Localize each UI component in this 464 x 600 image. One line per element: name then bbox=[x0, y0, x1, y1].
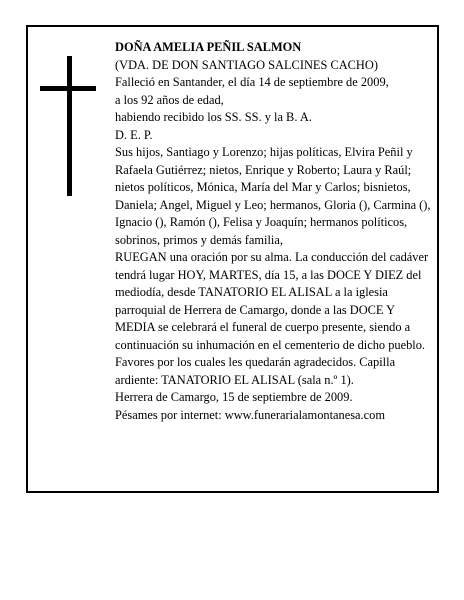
death-line-1: Falleció en Santander, el día 14 de septiembre de 2009, bbox=[115, 75, 389, 89]
place-date-line: Herrera de Camargo, 15 de septiembre de 2009. bbox=[115, 390, 353, 404]
cross-horizontal-bar bbox=[40, 86, 96, 91]
cross-vertical-bar bbox=[67, 56, 72, 196]
cross-icon bbox=[40, 56, 96, 196]
request-paragraph: RUEGAN una oración por su alma. La conducción del cadáver tendrá lugar HOY, MARTES, día 15, a las DOCE Y DIEZ del mediodía, desde TANATORIO EL ALISAL a la iglesia parroquial de Herrera de Camargo, donde a las DOCE Y MEDIA se celebrará el funeral de cuerpo presente, siendo a continuación su inhumación en el cementerio de dicho pueblo. Favores por los cuales les quedarán agradecidos. Capilla ardiente: TANATORIO EL ALISAL (sala n.º 1). bbox=[115, 250, 429, 387]
notice-text bbox=[115, 39, 433, 424]
obituary-notice bbox=[26, 25, 439, 493]
family-paragraph: Sus hijos, Santiago y Lorenzo; hijas políticas, Elvira Peñil y Rafaela Gutiérrez; nietos, Enrique y Roberto; Laura y Raúl; nietos políticos, Mónica, María del Mar y Carlos; bisnietos, Daniela; Angel, Miguel y Leo; hermanos, Gloria (), Carmina (), Ignacio (), Ramón (), Felisa y Joaquín; hermanos políticos, sobrinos, primos y demás familia, bbox=[115, 145, 431, 247]
death-line-2: a los 92 años de edad, bbox=[115, 92, 224, 107]
deceased-name: DOÑA AMELIA PEÑIL SALMON bbox=[115, 40, 302, 54]
widow-of-line: (VDA. DE DON SANTIAGO SALCINES CACHO) bbox=[115, 57, 378, 72]
rip-line: D. E. P. bbox=[115, 127, 153, 142]
condolences-line: Pésames por internet: www.funerarialamontanesa.com bbox=[115, 407, 385, 422]
sacraments-line: habiendo recibido los SS. SS. y la B. A. bbox=[115, 110, 312, 124]
